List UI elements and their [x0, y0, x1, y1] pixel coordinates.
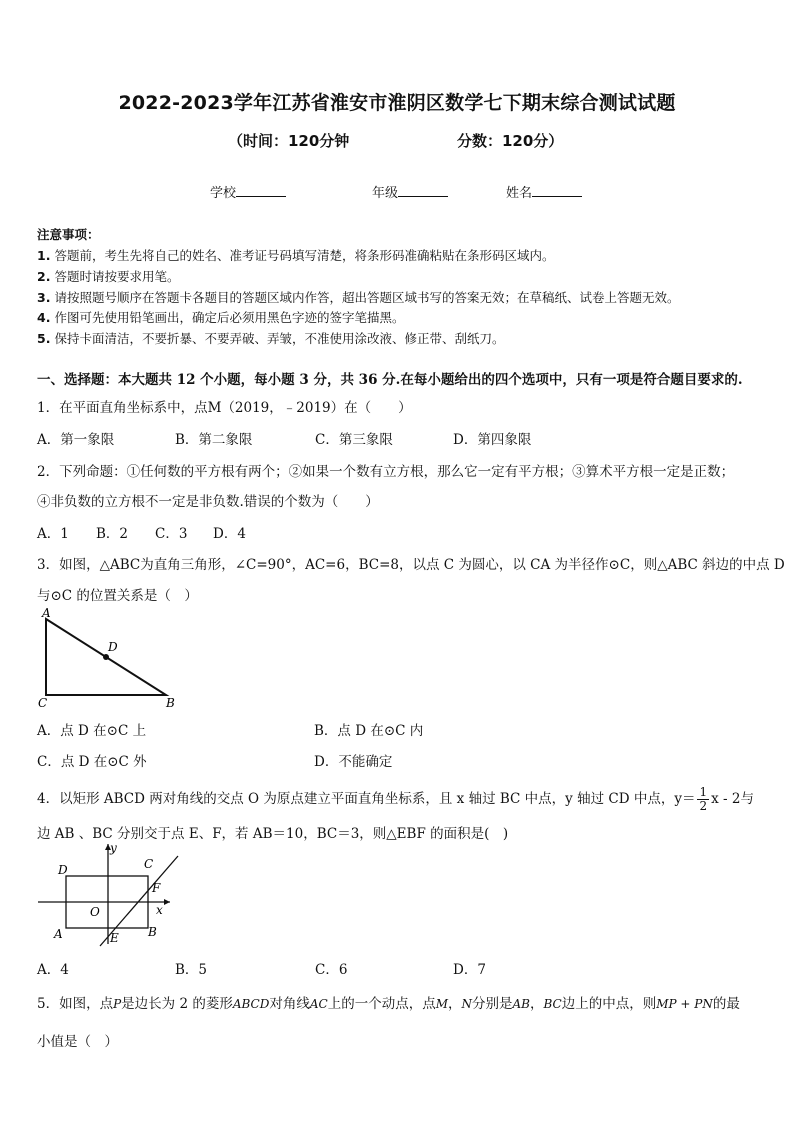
label-b: B: [166, 696, 175, 710]
q2-option-d[interactable]: D．4: [213, 526, 246, 542]
q2-option-c[interactable]: C．3: [155, 526, 188, 542]
q3-option-c[interactable]: C．点 D 在⊙C 外: [37, 754, 147, 770]
midpoint-d: [103, 654, 109, 660]
notice-item: 4. 作图可先使用铅笔画出，确定后必须用黑色字迹的签字笔描黑。: [37, 310, 405, 325]
notice-item: 1. 答题前，考生先将自己的姓名、准考证号码填写清楚，将条形码准确粘贴在条形码区域内。: [37, 248, 555, 263]
q1-stem: 1．在平面直角坐标系中，点M（2019，﹣2019）在（ ）: [37, 400, 412, 416]
q2-option-b[interactable]: B．2: [96, 526, 129, 542]
label-c: C: [144, 857, 154, 871]
x-axis-arrow: [164, 899, 170, 905]
q1-option-d[interactable]: D．第四象限: [453, 432, 532, 448]
name-blank[interactable]: [532, 184, 582, 197]
q4-option-d[interactable]: D．7: [453, 962, 486, 978]
name-label: 姓名: [506, 186, 533, 201]
label-a: A: [42, 606, 51, 620]
notice-heading: 注意事项：: [37, 227, 100, 242]
notice-item: 5. 保持卡面清洁，不要折暴、不要弄破、弄皱，不准使用涂改液、修正带、刮纸刀。: [37, 331, 505, 346]
fraction-one-half: $\frac{1}{2}$: [699, 785, 708, 813]
q4-option-c[interactable]: C．6: [315, 962, 348, 978]
label-b: B: [148, 925, 157, 939]
q4-option-b[interactable]: B．5: [175, 962, 208, 978]
q3-triangle-figure: [30, 605, 190, 715]
q1-option-a[interactable]: A．第一象限: [37, 432, 115, 448]
total-score: 分数：120分）: [457, 132, 564, 150]
q2-stem-line2: ④非负数的立方根不一定是非负数.错误的个数为（ ）: [37, 494, 379, 510]
label-e: E: [110, 931, 119, 945]
label-o: O: [90, 905, 100, 919]
q4-option-a[interactable]: A．4: [37, 962, 69, 978]
notice-item: 3. 请按照题号顺序在答题卡各题目的答题区域内作答，超出答题区域书写的答案无效；在草稿纸、试卷上答题无效。: [37, 290, 680, 305]
label-a: A: [54, 927, 63, 941]
q3-stem-line1: 3．如图，△ABC为直角三角形，∠C=90°，AC=6，BC=8，以点 C 为圆心，以 CA 为半径作⊙C，则△ABC 斜边的中点 D: [37, 557, 785, 573]
label-c: C: [38, 696, 48, 710]
grade-blank[interactable]: [398, 184, 448, 197]
section-heading: 一、选择题：本大题共 12 个小题，每小题 3 分，共 36 分.在每小题给出的四个选项中，只有一项是符合题目要求的.: [37, 372, 743, 388]
q1-option-c[interactable]: C．第三象限: [315, 432, 393, 448]
q2-stem-line1: 2．下列命题：①任何数的平方根有两个；②如果一个数有立方根，那么它一定有平方根；③算术平方根一定是正数；: [37, 464, 735, 480]
label-d: D: [108, 640, 118, 654]
q3-option-b[interactable]: B．点 D 在⊙C 内: [314, 723, 424, 739]
name-field[interactable]: [506, 182, 582, 201]
q5-stem-line1: 5．如图，点P是边长为 2 的菱形ABCD对角线AC上的一个动点，点M，N分别是AB，BC边上的中点，则MP + PN的最: [37, 996, 740, 1012]
q4-stem-line1: 4．以矩形 ABCD 两对角线的交点 O 为原点建立平面直角坐标系，且 x 轴过 BC 中点，y 轴过 CD 中点，y＝ $\frac{1}{2}$ x - 2与: [37, 785, 754, 813]
school-label: 学校: [210, 186, 237, 201]
q5-stem-line2: 小值是（ ）: [37, 1034, 118, 1050]
q4-stem-line2: 边 AB 、BC 分别交于点 E、F，若 AB＝10，BC＝3，则△EBF 的面积是( ): [37, 826, 509, 842]
time-limit: （时间：120分钟: [228, 132, 350, 150]
q4-rectangle-figure: [30, 840, 180, 950]
notice-item: 2. 答题时请按要求用笔。: [37, 269, 180, 284]
label-d: D: [58, 863, 68, 877]
school-blank[interactable]: [236, 184, 286, 197]
label-y: y: [110, 841, 117, 855]
q3-stem-line2: 与⊙C 的位置关系是（ ）: [37, 588, 198, 604]
label-x: x: [156, 903, 163, 917]
q2-option-a[interactable]: A．1: [37, 526, 69, 542]
label-f: F: [152, 881, 161, 895]
grade-field[interactable]: [372, 182, 448, 201]
q1-option-b[interactable]: B．第二象限: [175, 432, 253, 448]
q3-option-d[interactable]: D．不能确定: [314, 754, 393, 770]
q3-option-a[interactable]: A．点 D 在⊙C 上: [37, 723, 147, 739]
school-field[interactable]: [210, 182, 286, 201]
page-title: 2022-2023学年江苏省淮安市淮阴区数学七下期末综合测试试题: [118, 92, 676, 114]
grade-label: 年级: [372, 186, 399, 201]
